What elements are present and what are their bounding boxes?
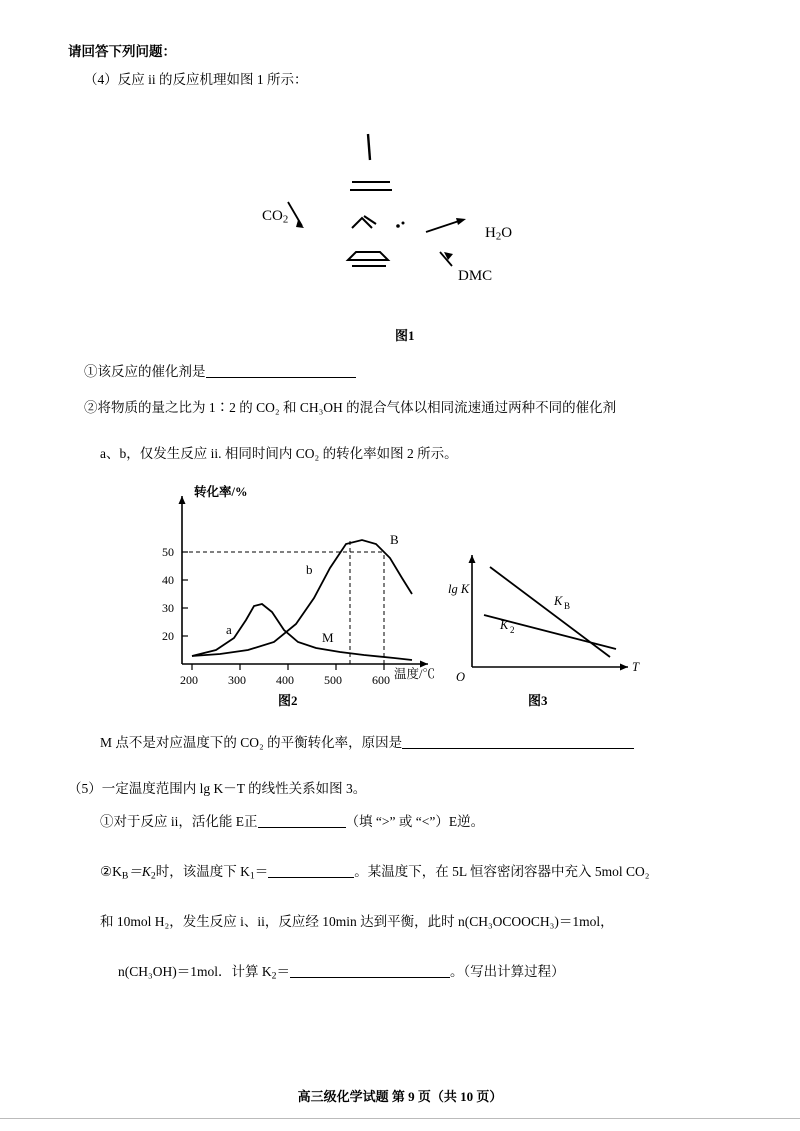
- svg-text:400: 400: [276, 673, 294, 687]
- answer-blank-3[interactable]: [258, 814, 346, 829]
- svg-text:30: 30: [162, 601, 174, 615]
- svg-text:600: 600: [372, 673, 390, 687]
- answer-blank-4[interactable]: [268, 864, 354, 879]
- svg-text:K: K: [554, 594, 563, 608]
- svg-text:40: 40: [162, 573, 174, 587]
- svg-text:T: T: [632, 660, 639, 674]
- svg-text:50: 50: [162, 545, 174, 559]
- question-5-sub-2-line1: $②K_B=K_2$时，该温度下 $K_1=$ 。某温度下，在 5L 恒容密闭容器中充入 5mol CO₂: [100, 864, 650, 882]
- svg-text:200: 200: [180, 673, 198, 687]
- svg-text:B: B: [564, 601, 571, 611]
- svg-text:300: 300: [228, 673, 246, 687]
- figure-1-label-co2: $CO_2$: [262, 208, 289, 226]
- svg-text:500: 500: [324, 673, 342, 687]
- footer-divider: [0, 1118, 800, 1119]
- svg-text:O: O: [456, 670, 466, 684]
- question-5-sub-2-line3: n(CH₃OH)＝1mol．计算 $K_2=$ 。（写出计算过程）: [118, 964, 565, 982]
- question-5-sub-2-line2: 和 10mol H₂，发生反应 i、ii，反应经 10min 达到平衡，此时 n(CH₃OCOOCH₃)＝1mol，: [100, 914, 614, 929]
- section-heading: 请回答下列问题：: [68, 44, 176, 59]
- svg-text:转化率/%: 转化率/%: [194, 485, 248, 499]
- figure-1-label-h2o: $H_2O$: [485, 225, 513, 243]
- figure-2-svg: [150, 482, 450, 687]
- svg-text:M: M: [322, 630, 334, 645]
- question-4-sub-2-line1: ②将物质的量之比为 1∶2 的 CO₂ 和 CH₃OH 的混合气体以相同流速通过两种不同的催化剂: [84, 400, 617, 415]
- question-4-sub-2-line2: a、b，仅发生反应 ii. 相同时间内 CO₂ 的转化率如图 2 所示。: [100, 446, 458, 461]
- m-point-question: M 点不是对应温度下的 CO₂ 的平衡转化率，原因是: [100, 733, 634, 753]
- svg-text:lg K: lg K: [448, 582, 470, 596]
- question-4-sub-1: ①该反应的催化剂是: [84, 362, 356, 382]
- svg-text:K: K: [500, 618, 509, 632]
- svg-text:温度/℃: 温度/℃: [394, 667, 435, 681]
- answer-blank-1[interactable]: [206, 364, 356, 379]
- figure-3-caption: 图3: [528, 693, 548, 708]
- svg-text:b: b: [306, 562, 313, 577]
- figure-2-conversion-chart: [150, 482, 450, 687]
- figure-2-caption: 图2: [278, 693, 298, 708]
- svg-text:20: 20: [162, 629, 174, 643]
- question-5-sub-1: ①对于反应 ii，活化能 E正 （填 “>” 或 “<”）E逆。: [100, 814, 485, 829]
- svg-text:B: B: [390, 532, 399, 547]
- figure-3-lgk-chart: [450, 545, 650, 685]
- figure-1-mechanism: [240, 120, 560, 320]
- figure-1-label-dmc: DMC: [458, 268, 493, 284]
- svg-text:2: 2: [510, 625, 515, 635]
- question-4-stem: （4）反应 ii 的反应机理如图 1 所示：: [84, 72, 308, 87]
- question-5-stem: （5）一定温度范围内 lg K－T 的线性关系如图 3。: [68, 781, 367, 796]
- answer-blank-2[interactable]: [402, 735, 634, 750]
- page-footer: 高三级化学试题 第 9 页（共 10 页）: [297, 1089, 503, 1104]
- figure-1-caption: 图1: [395, 328, 415, 343]
- figure-3-svg: [450, 545, 650, 685]
- svg-text:a: a: [226, 622, 232, 637]
- answer-blank-5[interactable]: [290, 964, 450, 979]
